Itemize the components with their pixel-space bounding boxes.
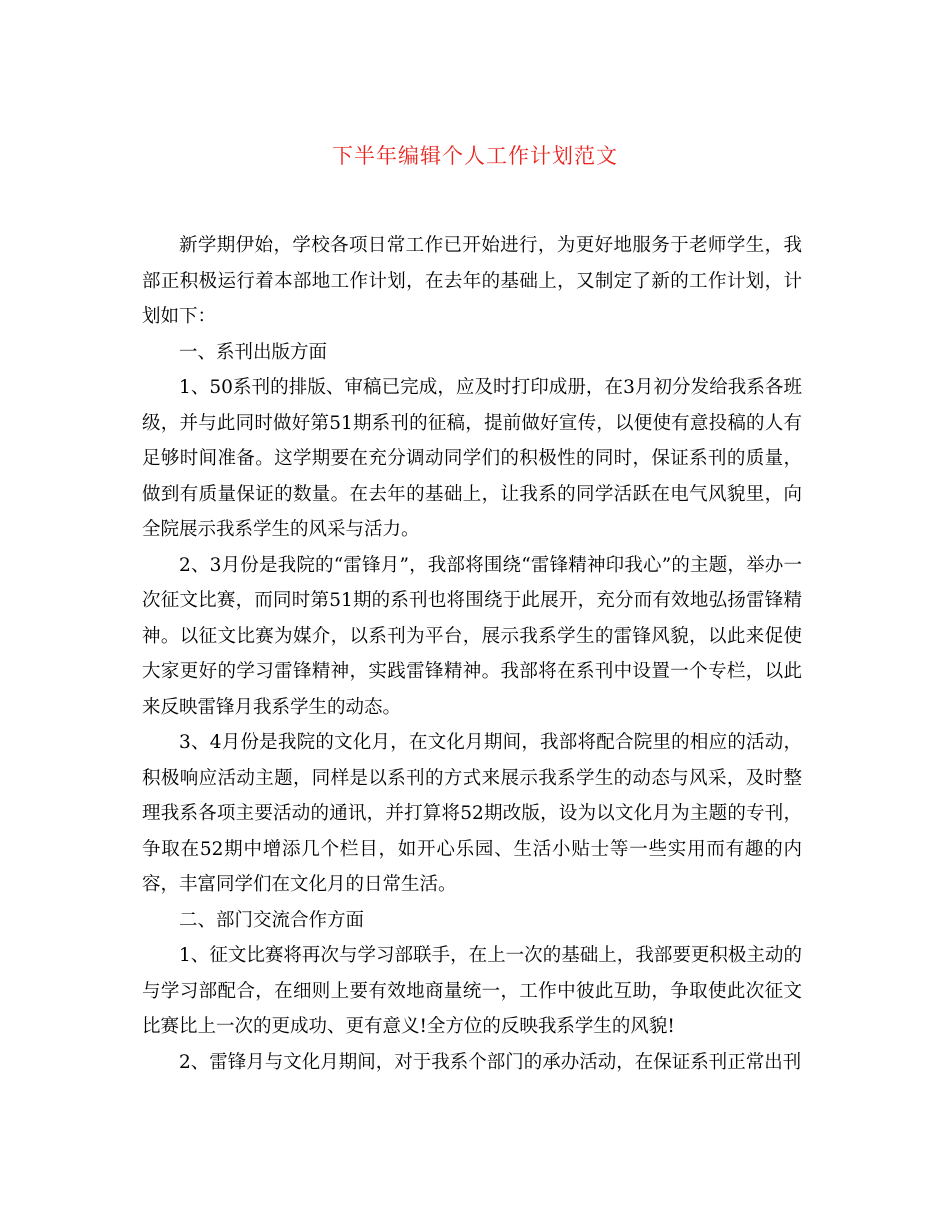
paragraph-item-3: 3、4月份是我院的文化月，在文化月期间，我部将配合院里的相应的活动，积极响应活动主题，同样是以系刊的方式来展示我系学生的动态与风采，及时整理我系各项主要活动的通讯，并打算将52期改版，设为以文化月为主题的专刊，争取在52期中增添几个栏目，如开心乐园、生活小贴士等一些实用而有趣的内容，丰富同学们在文化月的日常生活。 xyxy=(142,732,802,895)
section-heading-cooperation: 二、部门交流合作方面 xyxy=(179,909,365,931)
document-title: 下半年编辑个人工作计划范文 xyxy=(332,144,618,168)
paragraph-intro: 新学期伊始，学校各项日常工作已开始进行，为更好地服务于老师学生，我部正积极运行着本部地工作计划，在去年的基础上，又制定了新的工作计划，计划如下： xyxy=(142,235,802,327)
paragraph-item-1: 1、50系刊的排版、审稿已完成，应及时打印成册，在3月初分发给我系各班级，并与此同时做好第51期系刊的征稿，提前做好宣传，以便使有意投稿的人有足够时间准备。这学期要在充分调动同学们的积极性的同时，保证系刊的质量，做到有质量保证的数量。在去年的基础上，让我系的同学活跃在电气风貌里，向全院展示我系学生的风采与活力。 xyxy=(142,377,802,540)
paragraph-coop-item-2: 2、雷锋月与文化月期间，对于我系个部门的承办活动，在保证系刊正常出刊 xyxy=(179,1051,802,1073)
paragraph-coop-item-1: 1、征文比赛将再次与学习部联手，在上一次的基础上，我部要更积极主动的与学习部配合，在细则上要有效地商量统一，工作中彼此互助，争取使此次征文比赛比上一次的更成功、更有意义!全方位的反映我系学生的风貌! xyxy=(142,945,802,1037)
section-heading-publication: 一、系刊出版方面 xyxy=(179,341,328,363)
document-body xyxy=(142,228,802,1080)
paragraph-item-2: 2、3月份是我院的“雷锋月”，我部将围绕“雷锋精神印我心”的主题，举办一次征文比赛，而同时第51期的系刊也将围绕于此展开，充分而有效地弘扬雷锋精神。以征文比赛为媒介，以系刊为平台，展示我系学生的雷锋风貌，以此来促使大家更好的学习雷锋精神，实践雷锋精神。我部将在系刊中设置一个专栏，以此来反映雷锋月我系学生的动态。 xyxy=(142,554,802,718)
